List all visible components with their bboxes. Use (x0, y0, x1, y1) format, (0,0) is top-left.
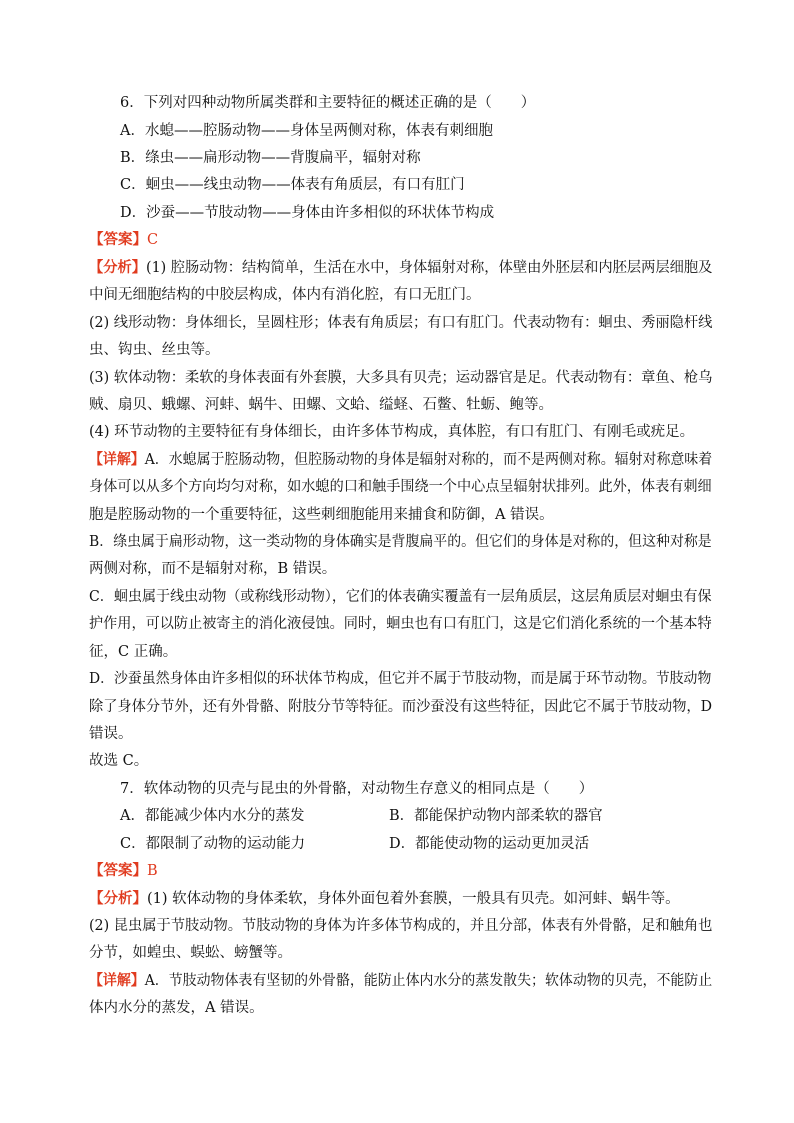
question-6-detail-line: 错误。 (89, 726, 133, 742)
analysis-text: (1) 软体动物的身体柔软，身体外面包着外套膜，一般具有贝壳。如河蚌、蜗牛等。 (147, 891, 680, 907)
question-6-analysis-line (89, 258, 712, 278)
question-6-analysis-line: (2) 线形动物：身体细长，呈圆柱形；体表有角质层；有口有肛门。代表动物有：蛔虫、秀丽隐杆线 (89, 315, 713, 331)
question-6-option-b: B．绦虫——扁形动物——背腹扁平，辐射对称 (120, 150, 421, 166)
question-6-conclusion: 故选 C。 (89, 753, 149, 769)
detail-tag: 【详解】 (89, 972, 145, 989)
question-7-analysis-line: 分节，如蝗虫、蜈蚣、螃蟹等。 (89, 945, 292, 961)
question-6-detail-line (89, 450, 712, 470)
question-6-detail-line: D．沙蚕虽然身体由许多相似的环状体节构成，但它并不属于节肢动物，而是属于环节动物。节肢动物 (89, 671, 712, 687)
question-6-stem: 6．下列对四种动物所属类群和主要特征的概述正确的是（ ） (120, 95, 536, 111)
question-7-option-d: D．都能使动物的运动更加灵活 (389, 836, 590, 852)
question-6-answer (89, 230, 158, 250)
question-6-analysis-line: 贼、扇贝、蛾螺、河蚌、蜗牛、田螺、文蛤、缢蛏、石鳖、牡蛎、鲍等。 (89, 397, 553, 413)
question-7-analysis-line: (2) 昆虫属于节肢动物。节肢动物的身体为许多体节构成的，并且分部，体表有外骨骼，足和触角也 (89, 918, 713, 934)
answer-tag: 【答案】 (89, 862, 147, 879)
question-6-analysis-line: (3) 软体动物：柔软的身体表面有外套膜，大多具有贝壳；运动器官是足。代表动物有：章鱼、枪乌 (89, 370, 713, 386)
analysis-tag: 【分析】 (89, 890, 147, 907)
answer-value: C (147, 232, 159, 248)
question-6-detail-line: 身体可以从多个方向均匀对称，如水螅的口和触手围绕一个中心点呈辐射状排列。此外，体表有刺细 (89, 479, 712, 495)
question-7-option-c: C．都限制了动物的运动能力 (120, 836, 306, 852)
analysis-text: (1) 腔肠动物：结构简单，生活在水中，身体辐射对称，体壁由外胚层和内胚层两层细胞及 (146, 260, 713, 276)
question-6-detail-line: 除了身体分节外，还有外骨骼、附肢分节等特征。而沙蚕没有这些特征，因此它不属于节肢动物，D (89, 699, 713, 715)
question-7-option-a: A．都能减少体内水分的蒸发 (120, 808, 305, 824)
question-7-stem: 7．软体动物的贝壳与昆虫的外骨骼，对动物生存意义的相同点是（ ） (120, 781, 594, 797)
question-6-option-a: A．水螅——腔肠动物——身体呈两侧对称，体表有刺细胞 (120, 123, 493, 139)
question-6-analysis-line: (4) 环节动物的主要特征有身体细长，由许多体节构成，真体腔，有口有肛门、有刚毛或疣足。 (89, 424, 695, 440)
question-6-detail-line: B．绦虫属于扁形动物，这一类动物的身体确实是背腹扁平的。但它们的身体是对称的，但这种对称是 (89, 534, 712, 550)
answer-tag: 【答案】 (89, 231, 147, 248)
detail-text: A．水螅属于腔肠动物，但腔肠动物的身体是辐射对称的，而不是两侧对称。辐射对称意味着 (144, 452, 713, 468)
question-7-detail-line: 体内水分的蒸发，A 错误。 (89, 1000, 264, 1016)
question-6-analysis-line: 中间无细胞结构的中胶层构成，体内有消化腔，有口无肛门。 (89, 287, 481, 303)
question-6-detail-line: 胞是腔肠动物的一个重要特征，这些刺细胞能用来捕食和防御，A 错误。 (89, 507, 554, 523)
answer-value: B (147, 863, 158, 879)
question-7-answer (89, 861, 158, 881)
question-6-option-d: D．沙蚕——节肢动物——身体由许多相似的环状体节构成 (120, 205, 495, 221)
question-7-detail-line (89, 971, 712, 991)
question-6-analysis-line: 虫、钩虫、丝虫等。 (89, 342, 220, 358)
analysis-tag: 【分析】 (89, 259, 147, 276)
detail-tag: 【详解】 (89, 451, 145, 468)
detail-text: A．节肢动物体表有坚韧的外骨骼，能防止体内水分的蒸发散失；软体动物的贝壳，不能防止 (144, 973, 713, 989)
question-7-analysis-line (89, 889, 680, 909)
question-6-option-c: C．蛔虫——线虫动物——体表有角质层，有口有肛门 (120, 177, 465, 193)
question-7-option-b: B．都能保护动物内部柔软的器官 (389, 808, 603, 824)
question-6-detail-line: 两侧对称，而不是辐射对称，B 错误。 (89, 561, 337, 577)
question-6-detail-line: 征，C 正确。 (89, 644, 178, 660)
question-6-detail-line: C．蛔虫属于线虫动物（或称线形动物），它们的体表确实覆盖有一层角质层，这层角质层对蛔虫有保 (89, 589, 712, 605)
question-6-detail-line: 护作用，可以防止被寄主的消化液侵蚀。同时，蛔虫也有口有肛门，这是它们消化系统的一个基本特 (89, 616, 712, 632)
